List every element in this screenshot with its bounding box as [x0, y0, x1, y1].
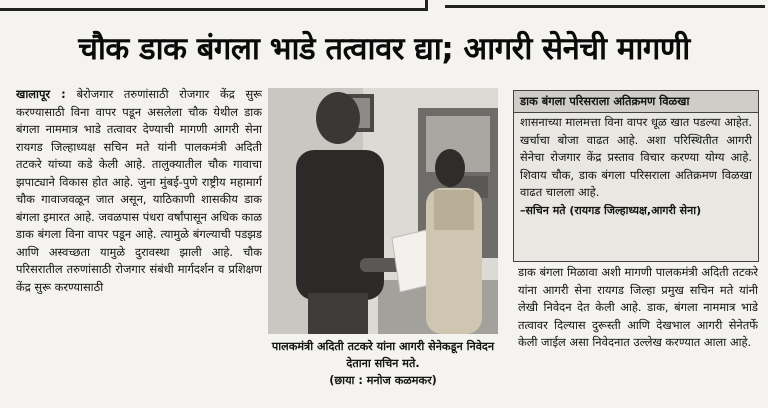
article-left-column [16, 86, 262, 404]
page-headline: चौक डाक बंगला भाडे तत्वावर द्या; आगरी सेनेची मागणी [78, 31, 690, 67]
photo-caption-text: पालकमंत्री अदिती तटकरे यांना आगरी सेनेकडून निवेदन देताना सचिन मते. [271, 340, 495, 370]
article-right-column: डाक बंगला मिळावा अशी मागणी पालकमंत्री अदिती तटकरे यांना आगरी सेना रायगड जिल्हा प्रमुख सचिन मते यांनी लेखी निवेदन देत केली आहे. डाक, बंगला नाममात्र भाडे तत्वावर दिल्यास दुरूस्ती आणि देखभाल आगरी सेनेतर्फे केली जाईल असा निवेदनात उल्लेख करण्यात आला आहे. [518, 265, 758, 349]
top-rule-box [0, 0, 428, 11]
article-body-text: बेरोजगार तरुणांसाठी रोजगार केंद्र सुरू करण्यासाठी विना वापर पडून असलेला चौक येथील डाक बंगला नाममात्र भाडे तत्वावर देण्याची मागणी आगरी सेना रायगड जिल्हाध्यक्ष सचिन मते यांनी पालकमंत्री अदिती तटकरे यांच्या कडे केली आहे. तालुक्यातील चौक गावाचा झपाट्याने विकास होत आहे. जुना मुंबई-पुणे राष्ट्रीय महामार्ग चौक गावाजवळून जात असून, याठिकाणी शासकीय डाक बंगला इमारत आहे. जवळपास पंधरा वर्षांपासून अधिक काळ डाक बंगला विना वापर पडून आहे. त्यामुळे बंगल्याची पडझड आणि अस्वच्छता यामुळे दुरावस्था झाली आहे. चौक परिसरातील तरुणांसाठी रोजगार संबंधी मार्गदर्शन व प्रशिक्षण केंद्र सुरू करण्यासाठी [16, 87, 262, 294]
quote-box-body: शासनाच्या मालमत्ता विना वापर धूळ खात पडल्या आहेत. खर्चाचा बोजा वाढत आहे. अशा परिस्थितीत आगरी सेनेचा रोजगार केंद्र प्रस्ताव विचार करण्या योग्य आहे. शिवाय चौक, डाक बंगला परिसराला अतिक्रमण विळखा वाढत चालला आहे. [520, 115, 752, 199]
news-photo-icon [268, 88, 498, 334]
news-photo [268, 88, 498, 334]
quote-box-signature: –सचिन मते (रायगड जिल्हाध्यक्ष,आगरी सेना) [520, 203, 702, 217]
article-dateline: खालापूर : [16, 87, 77, 101]
quote-box-heading: डाक बंगला परिसराला अतिक्रमण विळखा [514, 91, 758, 113]
top-rule-line [445, 5, 765, 8]
quote-box [513, 90, 759, 262]
photo-credit: (छाया : मनोज कळमकर) [329, 374, 437, 387]
photo-caption [268, 338, 498, 404]
top-rule [0, 0, 768, 12]
